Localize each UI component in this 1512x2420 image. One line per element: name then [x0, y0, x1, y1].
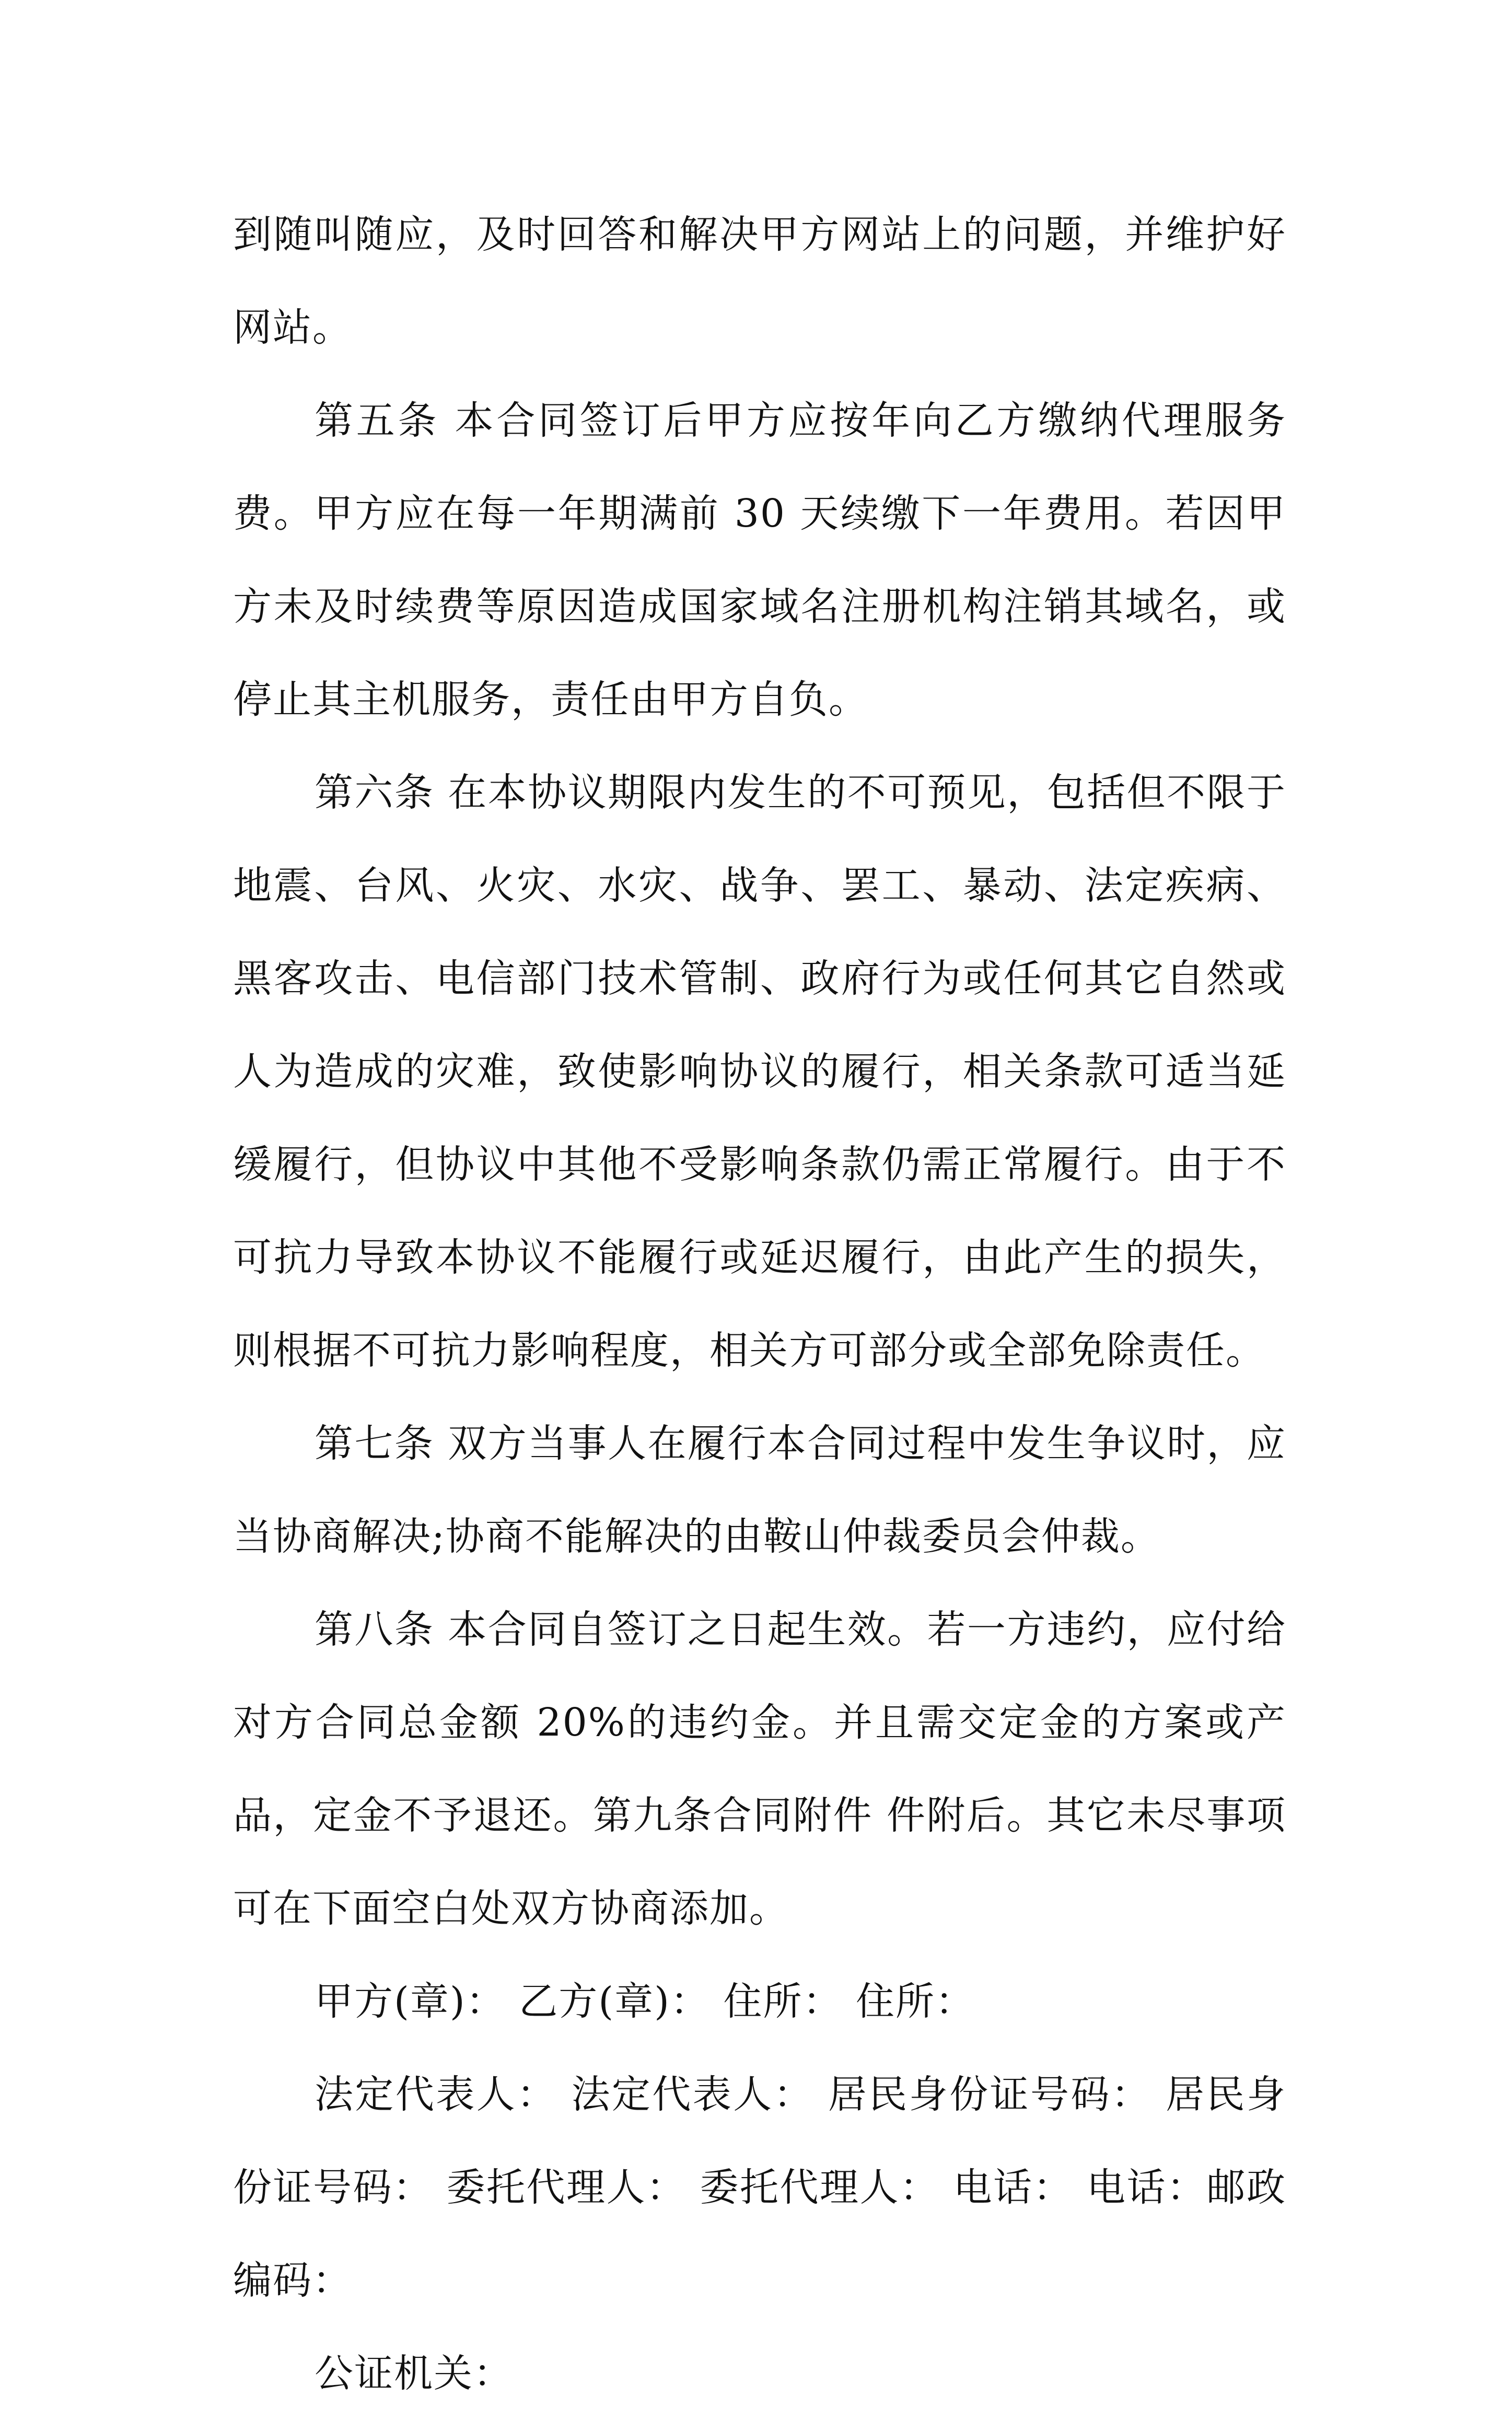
paragraph-article-7: 第七条 双方当事人在履行本合同过程中发生争议时，应当协商解决;协商不能解决的由鞍山仲裁委员会仲裁。: [233, 1421, 1286, 1559]
signature-seals-line: 甲方(章)： 乙方(章)： 住所： 住所：: [315, 1979, 975, 2024]
document-body: [233, 188, 1286, 2420]
paragraph-article-6: 第六条 在本协议期限内发生的不可预见，包括但不限于地震、台风、火灾、水灾、战争、罢工、暴动、法定疾病、黑客攻击、电信部门技术管制、政府行为或任何其它自然或人为造成的灾难，致使影响协议的履行，相关条款可适当延缓履行，但协议中其他不受影响条款仍需正常履行。由于不可抗力导致本协议不能履行或延迟履行，由此产生的损失，则根据不可抗力影响程度，相关方可部分或全部免除责任。: [233, 770, 1286, 1373]
paragraph-article-5: 第五条 本合同签订后甲方应按年向乙方缴纳代理服务费。甲方应在每一年期满前 30 天续缴下一年费用。若因甲方未及时续费等原因造成国家域名注册机构注销其域名，或停止其主机服务，责任由甲方自负。: [233, 398, 1286, 722]
signature-details-block: 法定代表人： 法定代表人： 居民身份证号码： 居民身份证号码： 委托代理人： 委托代理人： 电话： 电话：邮政编码：: [233, 2072, 1286, 2303]
paragraph-article-8: 第八条 本合同自签订之日起生效。若一方违约，应付给对方合同总金额 20%的违约金。并且需交定金的方案或产品，定金不予退还。第九条合同附件 件附后。其它未尽事项可在下面空白处双方协商添加。: [233, 1607, 1286, 1931]
paragraph-continuation: 到随叫随应，及时回答和解决甲方网站上的问题，并维护好网站。: [233, 212, 1286, 350]
notary-line: 公证机关：: [315, 2351, 513, 2396]
